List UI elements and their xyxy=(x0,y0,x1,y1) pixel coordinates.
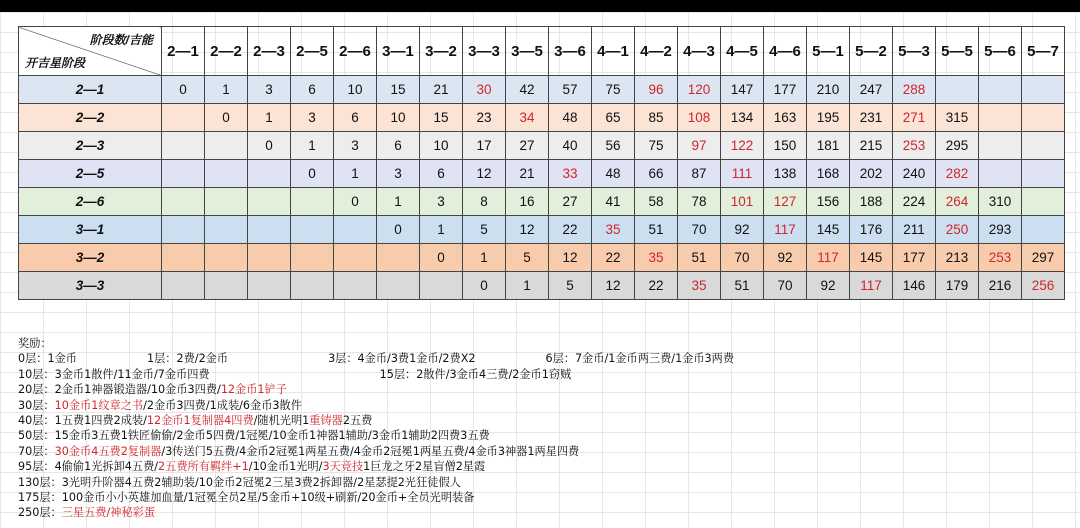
table-cell xyxy=(979,132,1022,160)
table-cell: 5 xyxy=(506,244,549,272)
table-cell: 147 xyxy=(721,76,764,104)
table-cell xyxy=(936,76,979,104)
table-cell: 1 xyxy=(205,76,248,104)
table-cell: 1 xyxy=(377,188,420,216)
table-cell: 293 xyxy=(979,216,1022,244)
reward-text: 130层：3光明升阶器4五费2辅助装/10金币2冠冕2三星3费2拆卸器/2星瑟提2光狂徒假人 xyxy=(18,475,461,489)
table-cell: 1 xyxy=(506,272,549,300)
column-header: 5—7 xyxy=(1022,27,1065,76)
table-cell: 70 xyxy=(678,216,721,244)
table-cell: 65 xyxy=(592,104,635,132)
table-cell: 215 xyxy=(850,132,893,160)
top-black-bar xyxy=(0,0,1080,12)
table-cell: 40 xyxy=(549,132,592,160)
table-cell: 22 xyxy=(592,244,635,272)
table-cell: 48 xyxy=(592,160,635,188)
row-header: 2—2 xyxy=(19,104,162,132)
table-cell: 231 xyxy=(850,104,893,132)
table-cell: 27 xyxy=(506,132,549,160)
table-cell: 211 xyxy=(893,216,936,244)
reward-text: /3传送门5五费/4金币2冠冕1两星五费/4金币2冠冕1两星五费/4金币3神器1两星四费 xyxy=(161,444,580,458)
table-cell: 70 xyxy=(764,272,807,300)
table-cell: 5 xyxy=(549,272,592,300)
table-cell: 117 xyxy=(807,244,850,272)
column-header: 3—5 xyxy=(506,27,549,76)
reward-text: /随机光明1 xyxy=(253,413,310,427)
table-cell: 271 xyxy=(893,104,936,132)
table-cell: 177 xyxy=(764,76,807,104)
table-cell: 195 xyxy=(807,104,850,132)
reward-text: 95层：4偷偷1光拆卸4五费/ xyxy=(18,460,159,474)
table-cell xyxy=(205,160,248,188)
table-row xyxy=(19,272,1065,300)
table-cell: 35 xyxy=(592,216,635,244)
table-cell xyxy=(205,216,248,244)
column-header: 2—1 xyxy=(162,27,205,76)
table-cell: 282 xyxy=(936,160,979,188)
column-header: 4—6 xyxy=(764,27,807,76)
row-header: 2—5 xyxy=(19,160,162,188)
reward-text: /2金币3四费/1成装/6金币3散件 xyxy=(143,398,302,412)
row-header: 2—3 xyxy=(19,132,162,160)
table-cell: 48 xyxy=(549,104,592,132)
table-cell xyxy=(205,188,248,216)
highlighted-reward: 12金币1铲子 xyxy=(220,383,287,397)
table-cell xyxy=(334,216,377,244)
column-header: 4—1 xyxy=(592,27,635,76)
table-cell: 85 xyxy=(635,104,678,132)
reward-text: 40层：1五费1四费2成装/ xyxy=(18,413,147,427)
table-cell: 264 xyxy=(936,188,979,216)
reward-line xyxy=(18,459,1058,474)
column-header: 2—2 xyxy=(205,27,248,76)
table-cell: 17 xyxy=(463,132,506,160)
table-cell: 56 xyxy=(592,132,635,160)
rewards-notes xyxy=(18,336,1058,521)
table-cell xyxy=(248,160,291,188)
table-cell: 202 xyxy=(850,160,893,188)
reward-line xyxy=(18,428,1058,443)
spreadsheet-canvas xyxy=(0,12,1080,528)
table-cell xyxy=(1022,160,1065,188)
table-cell: 35 xyxy=(635,244,678,272)
rewards-title: 奖励： xyxy=(18,337,52,350)
table-cell xyxy=(979,76,1022,104)
reward-line xyxy=(18,490,1058,505)
table-cell xyxy=(291,188,334,216)
table-cell: 250 xyxy=(936,216,979,244)
reward-line xyxy=(18,413,1058,428)
table-row xyxy=(19,216,1065,244)
table-cell: 0 xyxy=(162,76,205,104)
table-cell: 16 xyxy=(506,188,549,216)
table-cell: 23 xyxy=(463,104,506,132)
table-cell: 111 xyxy=(721,160,764,188)
table-cell xyxy=(162,132,205,160)
column-header: 5—6 xyxy=(979,27,1022,76)
table-cell: 168 xyxy=(807,160,850,188)
table-cell: 21 xyxy=(420,76,463,104)
table-cell: 224 xyxy=(893,188,936,216)
table-cell xyxy=(248,188,291,216)
table-cell: 0 xyxy=(377,216,420,244)
reward-text: 1层：2费/2金币 xyxy=(147,352,229,366)
column-header: 5—5 xyxy=(936,27,979,76)
reward-line xyxy=(18,444,1058,459)
table-cell: 0 xyxy=(420,244,463,272)
table-cell: 0 xyxy=(463,272,506,300)
table-cell: 247 xyxy=(850,76,893,104)
table-cell: 92 xyxy=(721,216,764,244)
table-cell: 15 xyxy=(377,76,420,104)
table-cell: 22 xyxy=(549,216,592,244)
column-header: 5—1 xyxy=(807,27,850,76)
table-cell: 256 xyxy=(1022,272,1065,300)
table-cell xyxy=(377,272,420,300)
table-cell: 122 xyxy=(721,132,764,160)
table-cell: 8 xyxy=(463,188,506,216)
row-header: 2—1 xyxy=(19,76,162,104)
table-cell: 6 xyxy=(377,132,420,160)
table-cell: 3 xyxy=(334,132,377,160)
highlighted-reward: 30金币4五费2复制器 xyxy=(54,444,162,458)
table-cell: 10 xyxy=(420,132,463,160)
table-cell: 0 xyxy=(291,160,334,188)
table-cell: 10 xyxy=(377,104,420,132)
table-cell: 188 xyxy=(850,188,893,216)
table-row xyxy=(19,160,1065,188)
reward-line xyxy=(18,351,1058,366)
reward-text: 0层：1金币 xyxy=(18,352,77,366)
table-row xyxy=(19,104,1065,132)
column-header: 5—3 xyxy=(893,27,936,76)
table-cell: 30 xyxy=(463,76,506,104)
highlighted-reward: 10金币1纹章之书 xyxy=(54,398,144,412)
table-cell: 51 xyxy=(678,244,721,272)
table-row xyxy=(19,188,1065,216)
reward-line xyxy=(18,398,1058,413)
table-cell: 176 xyxy=(850,216,893,244)
table-cell: 1 xyxy=(463,244,506,272)
table-cell xyxy=(162,216,205,244)
column-header: 3—2 xyxy=(420,27,463,76)
table-cell: 12 xyxy=(506,216,549,244)
table-cell: 138 xyxy=(764,160,807,188)
table-cell xyxy=(334,272,377,300)
table-cell: 6 xyxy=(291,76,334,104)
table-cell: 0 xyxy=(205,104,248,132)
row-header: 3—3 xyxy=(19,272,162,300)
table-cell xyxy=(377,244,420,272)
reward-text: 1巨龙之牙2星盲僧2星霞 xyxy=(363,460,486,474)
table-cell xyxy=(162,272,205,300)
table-cell: 210 xyxy=(807,76,850,104)
highlighted-reward: 2五费所有羁绊+1 xyxy=(158,460,249,474)
corner-header-cell xyxy=(19,27,162,76)
column-header: 5—2 xyxy=(850,27,893,76)
table-cell: 315 xyxy=(936,104,979,132)
reward-text: /10金币1光明/ xyxy=(248,460,323,474)
table-cell: 22 xyxy=(635,272,678,300)
table-cell: 0 xyxy=(334,188,377,216)
column-header: 3—1 xyxy=(377,27,420,76)
reward-text: 250层： xyxy=(18,506,62,520)
reward-line xyxy=(18,505,1058,520)
table-cell xyxy=(162,104,205,132)
table-row xyxy=(19,76,1065,104)
column-header: 2—6 xyxy=(334,27,377,76)
table-cell: 156 xyxy=(807,188,850,216)
table-cell: 216 xyxy=(979,272,1022,300)
table-cell: 163 xyxy=(764,104,807,132)
table-cell: 146 xyxy=(893,272,936,300)
table-cell: 177 xyxy=(893,244,936,272)
table-cell: 75 xyxy=(635,132,678,160)
table-cell: 12 xyxy=(592,272,635,300)
table-cell xyxy=(1022,188,1065,216)
column-header: 4—2 xyxy=(635,27,678,76)
reward-text: 3层：4金币/3费1金币/2费X2 xyxy=(328,352,476,366)
table-cell: 97 xyxy=(678,132,721,160)
table-cell: 51 xyxy=(721,272,764,300)
row-header: 2—6 xyxy=(19,188,162,216)
table-cell: 213 xyxy=(936,244,979,272)
column-header: 3—6 xyxy=(549,27,592,76)
table-cell xyxy=(334,244,377,272)
table-cell: 145 xyxy=(850,244,893,272)
table-cell: 12 xyxy=(549,244,592,272)
table-row xyxy=(19,132,1065,160)
table-cell xyxy=(1022,104,1065,132)
table-cell: 240 xyxy=(893,160,936,188)
table-cell: 288 xyxy=(893,76,936,104)
table-cell: 3 xyxy=(248,76,291,104)
table-cell: 10 xyxy=(334,76,377,104)
table-cell: 253 xyxy=(893,132,936,160)
table-cell xyxy=(291,216,334,244)
highlighted-reward: 3天竞技 xyxy=(322,460,364,474)
table-cell: 33 xyxy=(549,160,592,188)
table-cell: 92 xyxy=(807,272,850,300)
highlighted-reward: 重铸器 xyxy=(309,413,343,427)
table-cell: 34 xyxy=(506,104,549,132)
reward-text: 15层：2散件/3金币4三费/2金币1窃贼 xyxy=(379,367,572,381)
stage-table xyxy=(18,26,1065,300)
table-cell xyxy=(205,272,248,300)
table-cell: 3 xyxy=(291,104,334,132)
column-header: 4—5 xyxy=(721,27,764,76)
table-cell: 78 xyxy=(678,188,721,216)
table-cell xyxy=(162,160,205,188)
reward-text: 2五费 xyxy=(342,413,373,427)
table-cell: 6 xyxy=(334,104,377,132)
table-cell xyxy=(979,104,1022,132)
table-cell: 1 xyxy=(420,216,463,244)
row-header: 3—2 xyxy=(19,244,162,272)
table-cell: 5 xyxy=(463,216,506,244)
reward-text: 30层： xyxy=(18,398,55,412)
reward-text: 50层：15金币3五费1铁匠偷偷/2金币5四费/1冠冕/10金币1神器1辅助/3金币1辅助2四费3五费 xyxy=(18,429,490,443)
table-cell: 117 xyxy=(850,272,893,300)
table-cell: 1 xyxy=(291,132,334,160)
table-cell: 310 xyxy=(979,188,1022,216)
reward-text: 6层：7金币/1金币两三费/1金币3两费 xyxy=(545,352,735,366)
table-cell xyxy=(162,188,205,216)
table-cell: 41 xyxy=(592,188,635,216)
table-cell xyxy=(248,272,291,300)
table-cell xyxy=(1022,216,1065,244)
table-cell: 70 xyxy=(721,244,764,272)
table-cell xyxy=(162,244,205,272)
table-cell: 179 xyxy=(936,272,979,300)
table-cell: 120 xyxy=(678,76,721,104)
table-cell: 150 xyxy=(764,132,807,160)
row-axis-label: 开吉星阶段 xyxy=(25,56,86,70)
reward-text: 20层：2金币1神器锻造器/10金币3四费/ xyxy=(18,383,221,397)
reward-text: 10层：3金币1散件/11金币/7金币四费 xyxy=(18,367,210,381)
header-row xyxy=(19,27,1065,76)
table-cell: 42 xyxy=(506,76,549,104)
column-header: 2—5 xyxy=(291,27,334,76)
highlighted-reward: 12金币1复制器4四费 xyxy=(146,413,254,427)
table-cell xyxy=(248,244,291,272)
reward-text: 70层： xyxy=(18,444,55,458)
table-cell: 87 xyxy=(678,160,721,188)
table-cell: 51 xyxy=(635,216,678,244)
table-cell: 127 xyxy=(764,188,807,216)
table-cell xyxy=(291,272,334,300)
column-axis-label: 阶段数/吉能 xyxy=(89,33,153,47)
reward-text: 175层：100金币小小英雄加血量/1冠冕全员2星/5金币+10级+刷新/20金币+全员光明装备 xyxy=(18,490,475,504)
highlighted-reward: 三星五费/神秘彩蛋 xyxy=(61,506,156,520)
reward-line xyxy=(18,367,1058,382)
table-cell: 181 xyxy=(807,132,850,160)
table-cell: 75 xyxy=(592,76,635,104)
table-cell: 101 xyxy=(721,188,764,216)
table-cell xyxy=(420,272,463,300)
reward-line xyxy=(18,475,1058,490)
table-cell: 15 xyxy=(420,104,463,132)
table-cell: 297 xyxy=(1022,244,1065,272)
column-header: 2—3 xyxy=(248,27,291,76)
table-cell: 96 xyxy=(635,76,678,104)
table-row xyxy=(19,244,1065,272)
table-cell xyxy=(1022,76,1065,104)
column-header: 3—3 xyxy=(463,27,506,76)
column-header: 4—3 xyxy=(678,27,721,76)
table-cell: 12 xyxy=(463,160,506,188)
table-cell: 58 xyxy=(635,188,678,216)
table-cell: 1 xyxy=(248,104,291,132)
table-cell xyxy=(248,216,291,244)
table-cell: 3 xyxy=(420,188,463,216)
table-cell: 92 xyxy=(764,244,807,272)
table-cell: 108 xyxy=(678,104,721,132)
table-cell xyxy=(1022,132,1065,160)
reward-line xyxy=(18,382,1058,397)
table-cell: 253 xyxy=(979,244,1022,272)
table-cell: 66 xyxy=(635,160,678,188)
table-cell: 145 xyxy=(807,216,850,244)
table-cell: 57 xyxy=(549,76,592,104)
table-cell xyxy=(979,160,1022,188)
table-cell: 21 xyxy=(506,160,549,188)
table-cell xyxy=(291,244,334,272)
table-cell: 1 xyxy=(334,160,377,188)
table-cell xyxy=(205,244,248,272)
table-cell: 0 xyxy=(248,132,291,160)
table-cell: 27 xyxy=(549,188,592,216)
table-cell: 6 xyxy=(420,160,463,188)
row-header: 3—1 xyxy=(19,216,162,244)
table-cell: 134 xyxy=(721,104,764,132)
table-cell: 295 xyxy=(936,132,979,160)
table-cell: 3 xyxy=(377,160,420,188)
table-cell: 117 xyxy=(764,216,807,244)
table-cell xyxy=(205,132,248,160)
table-cell: 35 xyxy=(678,272,721,300)
